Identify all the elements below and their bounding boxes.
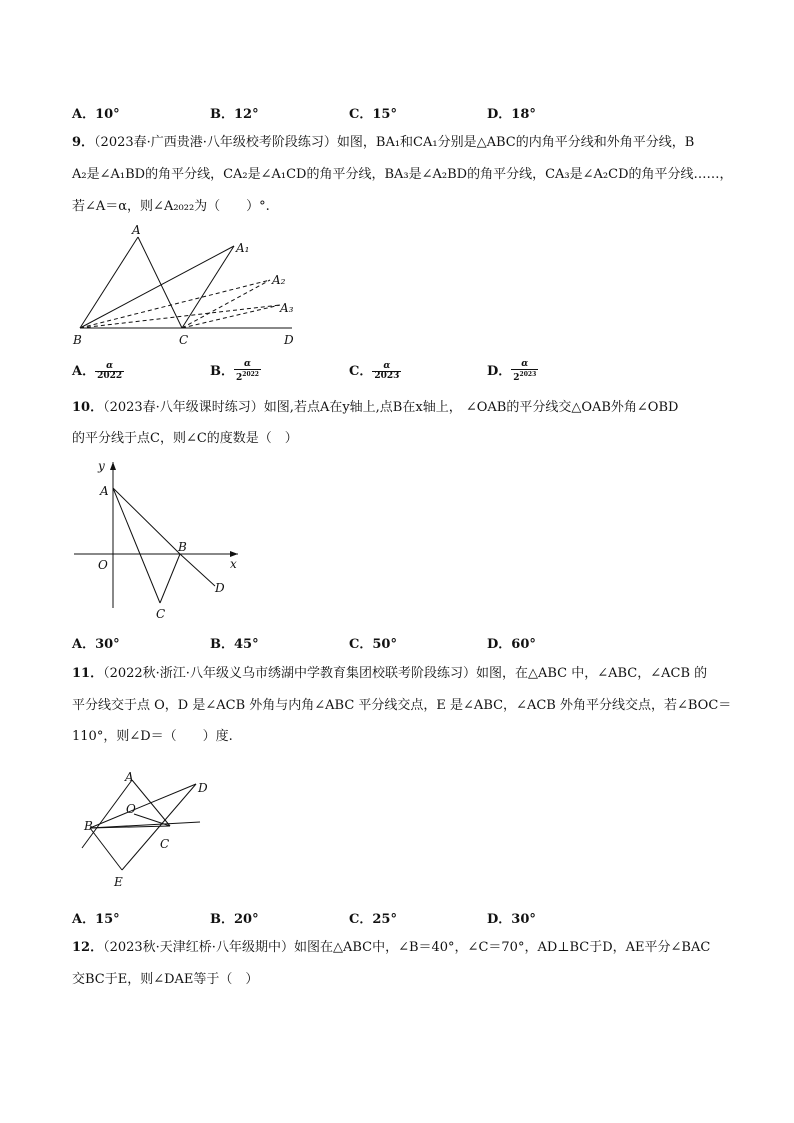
q10-label-y: y — [98, 459, 105, 473]
q11-figure — [70, 766, 220, 892]
q10-label-a: A — [100, 484, 109, 498]
q12-text-line1: 12．（2023秋·天津红桥·八年级期中）如图在△ABC中，∠B＝40°，∠C＝70°，AD⊥BC于D，AE平分∠BAC — [72, 940, 711, 955]
q9-option-c: C． $\frac{\alpha}{2023}$ — [349, 361, 400, 381]
q10-option-c: C．50° — [349, 637, 397, 652]
q8-option-a: A．10° — [72, 107, 120, 122]
q10-text-line1: 10．（2023春·八年级课时练习）如图,若点A在y轴上,点B在x轴上， ∠OAB的平分线交△OAB外角∠OBD — [72, 400, 679, 415]
q9-label-a2: A₂ — [272, 273, 286, 287]
q11-label-c: C — [160, 837, 170, 851]
q9-option-b: B． $\frac{\alpha}{2^{2022}}$ — [210, 359, 259, 383]
q10-option-a: A．30° — [72, 637, 120, 652]
q9-text-line2: A₂是∠A₁BD的角平分线，CA₂是∠A₁CD的角平分线，BA₃是∠A₂BD的角平分线，CA₃是∠A₂CD的角平分线……， — [72, 167, 733, 182]
q9-label-d: D — [284, 333, 294, 347]
q11-option-a: A．15° — [72, 912, 120, 927]
q9-label-a: A — [132, 223, 141, 237]
q11-label-b: B — [84, 819, 93, 833]
q9-text-line3: 若∠A＝α，则∠A₂₀₂₂为（ ）°. — [72, 199, 270, 214]
q9-label-a1: A₁ — [236, 241, 250, 255]
q8-option-d: D．18° — [487, 107, 536, 122]
q8-option-b: B．12° — [210, 107, 259, 122]
q11-option-b: B．20° — [210, 912, 259, 927]
q9-label-a3: A₃ — [280, 301, 294, 315]
q11-label-a: A — [125, 770, 134, 784]
q11-label-o: O — [126, 802, 136, 816]
q11-label-d: D — [198, 781, 208, 795]
q9-option-d: D． $\frac{\alpha}{2^{2023}}$ — [487, 359, 537, 383]
q11-text-line2: 平分线交于点 O，D 是∠ACB 外角与内角∠ABC 平分线交点，E 是∠ABC，∠ACB 外角平分线交点，若∠BOC＝ — [72, 698, 732, 713]
q9-option-a: A． $\frac{\alpha}{2022}$ — [72, 361, 123, 381]
q10-label-c: C — [156, 607, 166, 621]
q9-figure — [70, 220, 310, 348]
q10-text-line2: 的平分线于点C，则∠C的度数是（ ） — [72, 431, 298, 446]
q11-option-c: C．25° — [349, 912, 397, 927]
q10-label-b: B — [178, 540, 187, 554]
q8-option-c: C．15° — [349, 107, 397, 122]
q9-label-b: B — [73, 333, 82, 347]
q10-label-d: D — [215, 581, 225, 595]
q11-text-line3: 110°，则∠D＝（ ）度. — [72, 729, 233, 744]
q10-option-d: D．60° — [487, 637, 536, 652]
q12-text-line2: 交BC于E，则∠DAE等于（ ） — [72, 972, 259, 987]
q10-option-b: B．45° — [210, 637, 259, 652]
q10-label-o: O — [98, 558, 108, 572]
q10-label-x: x — [230, 557, 237, 571]
q9-label-c: C — [179, 333, 189, 347]
q11-text-line1: 11．（2022秋·浙江·八年级义乌市绣湖中学教育集团校联考阶段练习）如图，在△ABC 中，∠ABC，∠ACB 的 — [72, 666, 708, 681]
q10-figure — [70, 456, 250, 622]
q11-option-d: D．30° — [487, 912, 536, 927]
q11-label-e: E — [114, 875, 123, 889]
q9-text-line1: 9．（2023春·广西贵港·八年级校考阶段练习）如图，BA₁和CA₁分别是△ABC的内角平分线和外角平分线，B — [72, 135, 695, 150]
